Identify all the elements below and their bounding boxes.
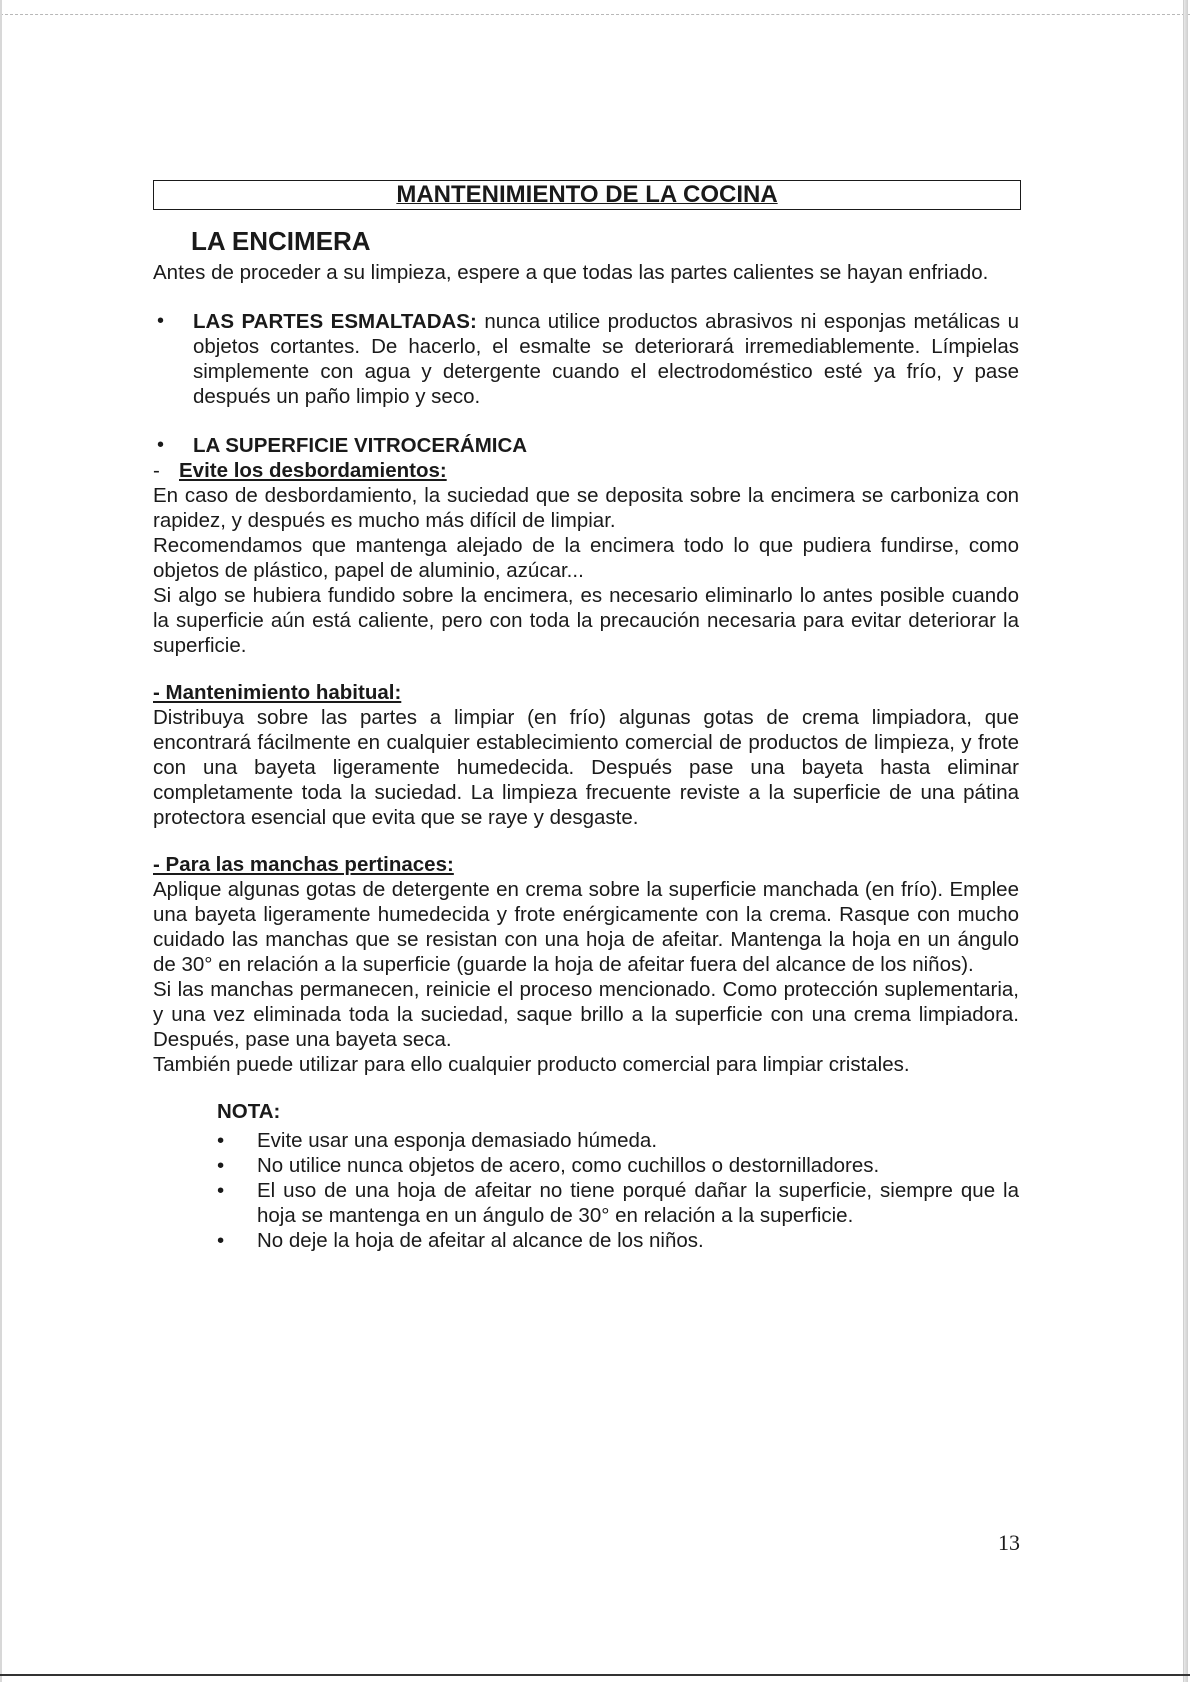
bullet-esmaltadas — [153, 309, 1019, 409]
nota-item: • El uso de una hoja de afeitar no tiene porqué dañar la superficie, siempre que la hoja se mantenga en un ángulo de 30° en relación a la superficie. — [217, 1179, 1019, 1227]
nota-block — [217, 1099, 1019, 1253]
desbordamientos-p2: Recomendamos que mantenga alejado de la encimera todo lo que pudiera fundirse, como objetos de plástico, papel de aluminio, azúcar... — [153, 534, 1019, 582]
desbordamientos-p1: En caso de desbordamiento, la suciedad que se deposita sobre la encimera se carboniza con rapidez, y después es mucho más difícil de limpiar. — [153, 484, 1019, 532]
bullet-icon: • — [157, 310, 165, 332]
page-content — [153, 180, 1019, 1253]
scan-left-edge — [0, 0, 2, 1682]
bullet-vitroceramica-label: LA SUPERFICIE VITROCERÁMICA — [193, 434, 528, 457]
nota-list — [217, 1128, 1019, 1253]
manchas-p1: Aplique algunas gotas de detergente en crema sobre la superficie manchada (en frío). Emplee una bayeta ligeramente humedecida y frote enérgicamente con la crema. Rasque con mucho cuidado las manchas que se resistan con una hoja de afeitar. Mantenga la hoja en un ángulo de 30° en relación a la superficie (guarde la hoja de afeitar fuera del alcance de los niños). — [153, 878, 1019, 976]
scan-bottom-edge — [0, 1674, 1190, 1676]
section-title: LA ENCIMERA — [191, 226, 371, 256]
nota-item: • Evite usar una esponja demasiado húmeda. — [217, 1129, 658, 1152]
nota-item: • No utilice nunca objetos de acero, como cuchillos o destornilladores. — [217, 1154, 880, 1177]
desbordamientos-heading: Evite los desbordamientos: — [179, 459, 447, 482]
page-title: MANTENIMIENTO DE LA COCINA — [396, 181, 778, 208]
manchas-p2: Si las manchas permanecen, reinicie el proceso mencionado. Como protección suplementaria, y una vez eliminada toda la suciedad, saque brillo a la superficie con una crema limpiadora. Después, pase una bayeta seca. — [153, 978, 1019, 1051]
scan-right-edge — [1183, 0, 1188, 1682]
bullet-icon: • — [217, 1154, 225, 1177]
manchas-p3: También puede utilizar para ello cualquier producto comercial para limpiar cristales. — [153, 1053, 910, 1076]
bullet-vitroceramica — [153, 433, 1019, 458]
bullet-esmaltadas-label: LAS PARTES ESMALTADAS: — [193, 310, 477, 333]
bullet-icon: • — [217, 1129, 225, 1152]
nota-item: • No deje la hoja de afeitar al alcance de los niños. — [217, 1229, 704, 1252]
habitual-heading: - Mantenimiento habitual: — [153, 681, 402, 704]
page-number: 13 — [998, 1530, 1020, 1555]
bullet-icon: • — [217, 1229, 225, 1252]
habitual-p1: Distribuya sobre las partes a limpiar (en frío) algunas gotas de crema limpiadora, que encontrará fácilmente en cualquier establecimiento comercial de productos de limpieza, y frote con una bayeta ligeramente humedecida. Después pase una bayeta hasta eliminar completamente toda la suciedad. La limpieza frecuente reviste a la superficie de una pátina protectora esencial que evita que se raye y desgaste. — [153, 706, 1019, 829]
manchas-heading: - Para las manchas pertinaces: — [153, 853, 454, 876]
desbordamientos-p3: Si algo se hubiera fundido sobre la encimera, es necesario eliminarlo lo antes posible cuando la superficie aún está caliente, pero con toda la precaución necesaria para evitar deteriorar la superficie. — [153, 584, 1019, 657]
bullet-icon: • — [217, 1179, 225, 1202]
desbordamientos-heading-line — [153, 458, 1019, 483]
scan-top-edge — [0, 14, 1190, 15]
bullet-icon: • — [157, 434, 165, 456]
intro-paragraph: Antes de proceder a su limpieza, espere a que todas las partes calientes se hayan enfriado. — [153, 261, 989, 284]
bullet-esmaltadas-text: nunca utilice productos abrasivos ni esponjas metálicas u objetos cortantes. De hacerlo, el esmalte se deteriorará irremediablemente. Límpielas simplemente con agua y detergente cuando el electrodoméstico esté ya frío, y pase después un paño limpio y seco. — [193, 310, 1019, 408]
dash-marker: - — [153, 459, 160, 482]
nota-title: NOTA: — [217, 1100, 281, 1123]
page-title-box — [153, 180, 1021, 210]
